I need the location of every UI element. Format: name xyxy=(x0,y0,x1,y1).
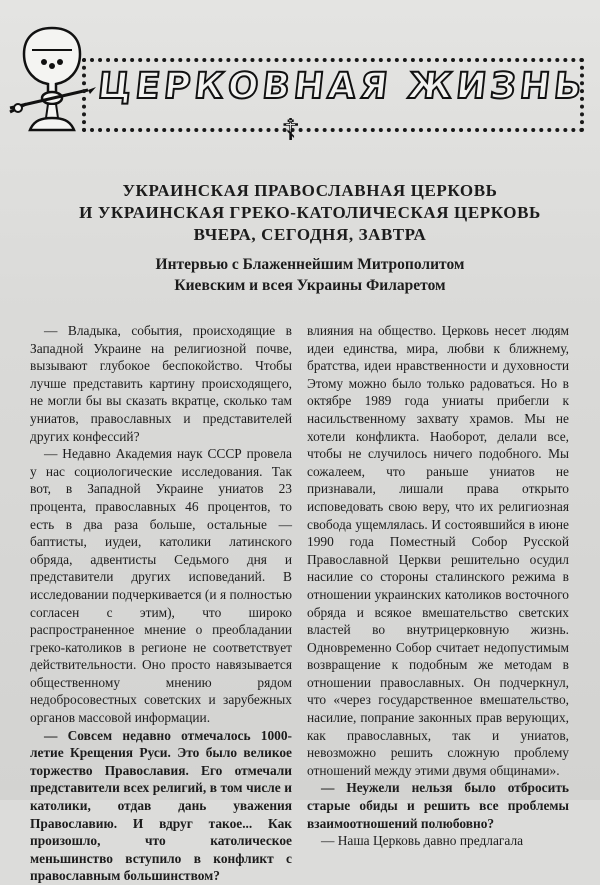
question-3: — Неужели нельзя было отбросить старые обиды и решить все проблемы взаимоотношений полюбовно? xyxy=(307,780,569,831)
section-banner xyxy=(2,22,588,148)
answer-1: — Недавно Академия наук СССР провела у нас социологические исследования. Так вот, в Западной Украине униатов 23 процента, православных 46 процентов, то есть в два раза больше, остальные — баптисты, иудеи, католики латинского обряда, адвентисты Седьмого дня и представители других исповеданий. В исследовании подчеркивается (и я полностью согласен с этим), что широко распространенное мнение о преобладании греко-католиков в регионе не соответствует действительности. Оно просто навязывается общественному мнению рядом недобросовестных советских и зарубежных органов массовой информации. xyxy=(30,446,292,726)
question-1: — Владыка, события, происходящие в Западной Украине на религиозной почве, вызывают глубокое беспокойство. Чтобы лучше представить картину происходящего, не могли бы вы сказать вкратце, сколько там униатов, православных и представителей других конфессий? xyxy=(30,323,292,444)
article-headline xyxy=(40,180,580,246)
answer-3: — Наша Церковь давно предлагала xyxy=(321,833,524,849)
answer-2: влияния на общество. Церковь несет людям идеи единства, мира, любви к ближнему, братства, идеи нравственности и духовности Этому можно было только радоваться. Но в октябре 1989 года униаты прибегли к насильственному захвату храмов. Мы не хотели конфликта. Наоборот, делали все, чтобы не случилось ничего подобного. Мы сожалеем, что раньше униатов не признавали, лишали права открыто исповедовать свою веру, что их религиозная свобода ущемлялась. И состоявшийся в июне 1990 года Поместный Собор Русской Православной Церкви решительно осудил насилие со стороны сталинского режима в отношении украинских католиков восточного обряда и всякое вмешательство светских властей во внутрицерковную жизнь. Одновременно Собор считает недопустимым возвращение к подобным же методам в отношении православных. Он подчеркнул, что «через государственное вмешательство, насилие, попрание законных прав верующих, как православных, так и униатов, невозможно решить сложную проблему отношений между этими двумя общинами». xyxy=(307,323,569,778)
headline-line-1: УКРАИНСКАЯ ПРАВОСЛАВНАЯ ЦЕРКОВЬ xyxy=(122,181,498,200)
section-title: ЦЕРКОВНАЯ ЖИЗНЬ xyxy=(95,66,588,107)
right-column xyxy=(307,322,569,850)
left-column xyxy=(30,322,292,885)
subtitle-line-1: Интервью с Блаженнейшим Митрополитом xyxy=(155,256,465,273)
article-subtitle xyxy=(60,254,560,296)
headline-line-2: И УКРАИНСКАЯ ГРЕКО-КАТОЛИЧЕСКАЯ ЦЕРКОВЬ xyxy=(79,203,541,222)
question-2: — Совсем недавно отмечалось 1000-летие Крещения Руси. Это было великое торжество Православия. Его отмечали представители всех религий, в том числе и католики, отдав дань уважения Православию. И вдруг такое... Как произошло, что католическое меньшинство вступило в конфликт с православным большинством? xyxy=(30,727,292,884)
orthodox-cross-icon: ☦ xyxy=(281,113,301,148)
headline-line-3: ВЧЕРА, СЕГОДНЯ, ЗАВТРА xyxy=(193,225,427,244)
subtitle-line-2: Киевским и всея Украины Филаретом xyxy=(174,277,446,294)
